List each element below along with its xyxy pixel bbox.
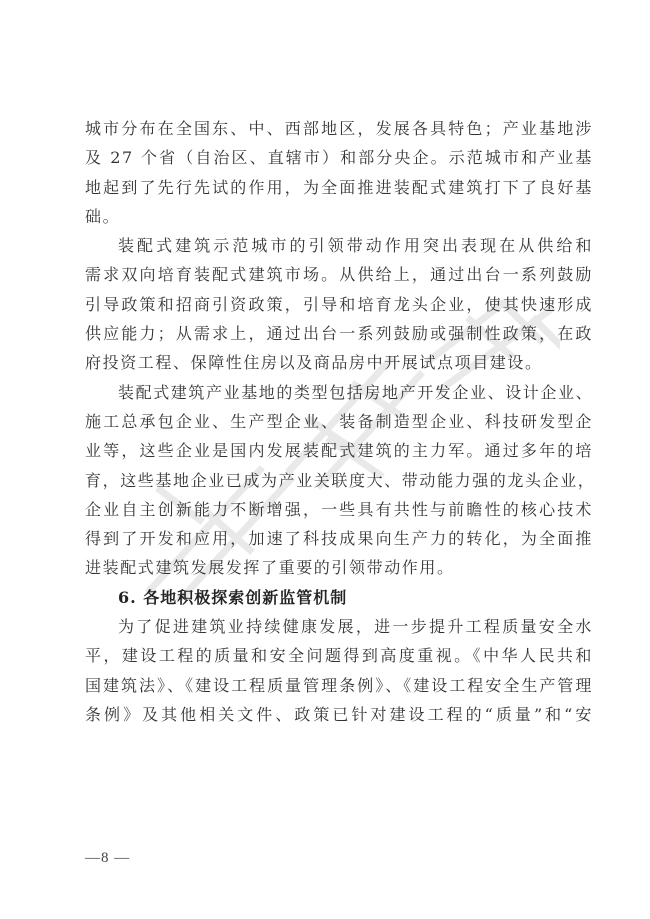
text-line: 及 27 个省（自治区、直辖市）和部分央企。示范城市和产业基 [85, 148, 593, 168]
text-line: 平，建设工程的质量和安全问题得到高度重视。《中华人民共和 [85, 646, 593, 666]
text-line: 府投资工程、保障性住房以及商品房中开展试点项目建设。 [85, 353, 543, 373]
text-line: 城市分布在全国东、中、西部地区，发展各具特色；产业基地涉 [85, 119, 593, 138]
text-line: 条例》及其他相关文件、政策已针对建设工程的“质量”和“安 [85, 704, 593, 724]
text-line: 为了促进建筑业持续健康发展，进一步提升工程质量安全水 [118, 617, 593, 637]
text-line: 需求双向培育装配式建筑市场。从供给上，通过出台一系列鼓励 [85, 265, 593, 285]
paragraph-2 [85, 231, 593, 377]
text-line: 地起到了先行先试的作用，为全面推进装配式建筑打下了良好基 [85, 177, 593, 197]
text-line: 进装配式建筑发展发挥了重要的引领带动作用。 [85, 558, 455, 578]
paragraph-3 [85, 378, 596, 583]
text-line: 得到了开发和应用，加速了科技成果向生产力的转化，为全面推 [85, 529, 593, 549]
text-line: 础。 [85, 206, 121, 226]
text-line: 供应能力；从需求上，通过出台一系列鼓励或强制性政策，在政 [85, 324, 593, 344]
section-heading: 6. 各地积极探索创新监管机制 [118, 587, 348, 607]
page-number: —8 — [85, 850, 131, 866]
text-line: 国建筑法》、《建设工程质量管理条例》、《建设工程安全生产管理 [85, 675, 593, 695]
text-line: 装配式建筑产业基地的类型包括房地产开发企业、设计企业、 [118, 382, 594, 402]
text-line: 装配式建筑示范城市的引领带动作用突出表现在从供给和 [118, 236, 593, 256]
text-line: 引导政策和招商引资政策，引导和培育龙头企业，使其快速形成 [85, 294, 593, 314]
paragraph-4 [85, 612, 593, 729]
text-line: 业等，这些企业是国内发展装配式建筑的主力军。通过多年的培 [85, 441, 593, 461]
text-line: 育，这些基地企业已成为产业关联度大、带动能力强的龙头企业， [85, 470, 596, 490]
paragraph-1 [85, 114, 593, 231]
document-body [85, 114, 596, 729]
text-line: 施工总承包企业、生产型企业、装备制造型企业、科技研发型企 [85, 411, 593, 431]
text-line: 企业自主创新能力不断增强，一些具有共性与前瞻性的核心技术 [85, 499, 593, 519]
